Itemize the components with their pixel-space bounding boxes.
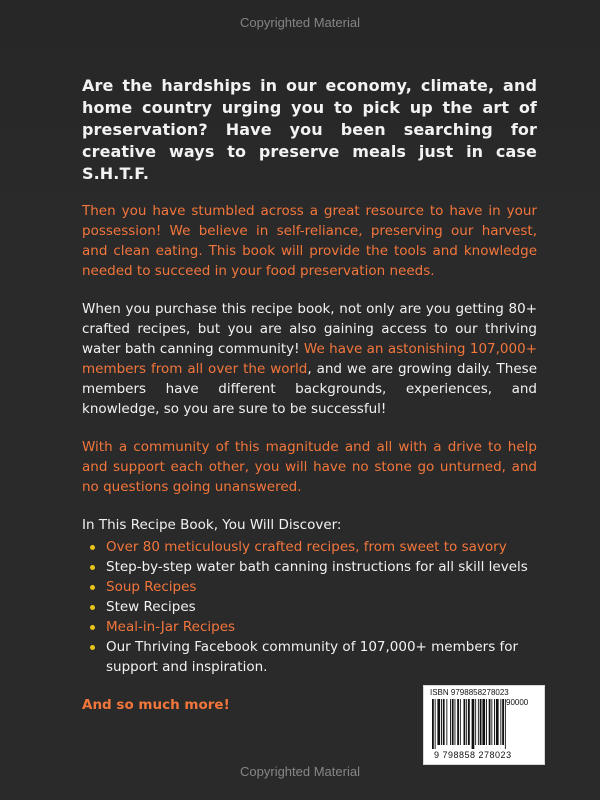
list-item-text: Meal-in-Jar Recipes bbox=[106, 619, 236, 635]
list-heading: In This Recipe Book, You Will Discover: bbox=[82, 517, 342, 533]
barcode-bar bbox=[443, 699, 445, 745]
list-item-text: Step-by-step water bath canning instructions for all skill levels bbox=[106, 559, 528, 575]
barcode-bar bbox=[464, 699, 466, 745]
barcode-bar bbox=[494, 699, 495, 745]
barcode-bar bbox=[457, 699, 459, 745]
barcode-bar bbox=[446, 699, 447, 745]
list-item bbox=[82, 557, 537, 577]
list-item bbox=[82, 577, 537, 597]
closing-line: And so much more! bbox=[82, 697, 230, 713]
bullet-icon bbox=[90, 585, 95, 590]
barcode-bar bbox=[435, 699, 436, 749]
list-item bbox=[82, 597, 537, 617]
discover-list bbox=[82, 537, 537, 677]
list-item-text: Stew Recipes bbox=[106, 599, 196, 615]
barcode-bar bbox=[475, 699, 476, 745]
watermark-bottom: Copyrighted Material bbox=[240, 764, 360, 779]
barcode-bar bbox=[441, 699, 442, 745]
barcode-bar bbox=[432, 699, 434, 749]
lead-paragraph: Are the hardships in our economy, climate, and home country urging you to pick up the art of preservation? Have you been searching for creative ways to preserve meals just in case S.H.T.F. bbox=[82, 76, 537, 183]
paragraph-community-part1: When you purchase this recipe book, not only are you getting 80+ crafted recipes, but you are also gaining access to our thriving water bath canning community! bbox=[82, 301, 537, 357]
barcode-bar bbox=[489, 699, 491, 745]
barcode-bar bbox=[460, 699, 461, 745]
barcode-bar bbox=[472, 699, 475, 749]
barcode-bar bbox=[486, 699, 487, 745]
barcode-bar bbox=[450, 699, 451, 745]
list-item bbox=[82, 537, 537, 557]
list-item-text: Our Thriving Facebook community of 107,000+ members for support and inspiration. bbox=[106, 639, 519, 675]
bullet-icon bbox=[90, 645, 95, 650]
barcode-bar bbox=[482, 699, 485, 745]
barcode-bar bbox=[500, 699, 501, 745]
barcode-bar bbox=[496, 699, 499, 745]
barcode-bar bbox=[466, 699, 467, 745]
price-code: 90000 bbox=[506, 698, 529, 707]
paragraph-community-part3: , and we are growing daily. These members have different backgrounds, experiences, and knowledge, so you are sure to be successful! bbox=[82, 361, 537, 417]
barcode-bar bbox=[455, 699, 456, 745]
bullet-icon bbox=[90, 605, 95, 610]
isbn-label: ISBN 9798858278023 bbox=[430, 688, 509, 697]
paragraph-community bbox=[82, 299, 537, 419]
barcode-bar bbox=[452, 699, 454, 745]
blurb bbox=[82, 75, 537, 715]
watermark-top: Copyrighted Material bbox=[240, 15, 360, 30]
bullet-icon bbox=[90, 545, 95, 550]
list-item bbox=[82, 637, 537, 677]
list-item-text: Soup Recipes bbox=[106, 579, 197, 595]
bullet-icon bbox=[90, 625, 95, 630]
barcode-bar bbox=[468, 699, 470, 745]
barcode-bar bbox=[502, 699, 504, 745]
barcode-bar bbox=[478, 699, 479, 745]
isbn-barcode bbox=[423, 685, 545, 765]
list-item bbox=[82, 617, 537, 637]
bullet-icon bbox=[90, 565, 95, 570]
paragraph-support: With a community of this magnitude and all with a drive to help and support each other, you will have no stone go unturned, and no questions going unanswered. bbox=[82, 439, 537, 495]
paragraph-resource: Then you have stumbled across a great resource to have in your possession! We believe in self-reliance, preserving our harvest, and clean eating. This book will provide the tools and knowledge needed to succeed in your food preservation needs. bbox=[82, 203, 537, 279]
barcode-bar bbox=[491, 699, 492, 745]
barcode-bar bbox=[437, 699, 440, 745]
paragraph-community-highlight: We have an astonishing 107,000+ members from all over the world bbox=[82, 341, 538, 377]
barcode-bar bbox=[480, 699, 482, 745]
isbn-digits: 9 798858 278023 bbox=[434, 750, 512, 760]
list-item-text: Over 80 meticulously crafted recipes, from sweet to savory bbox=[106, 539, 507, 555]
